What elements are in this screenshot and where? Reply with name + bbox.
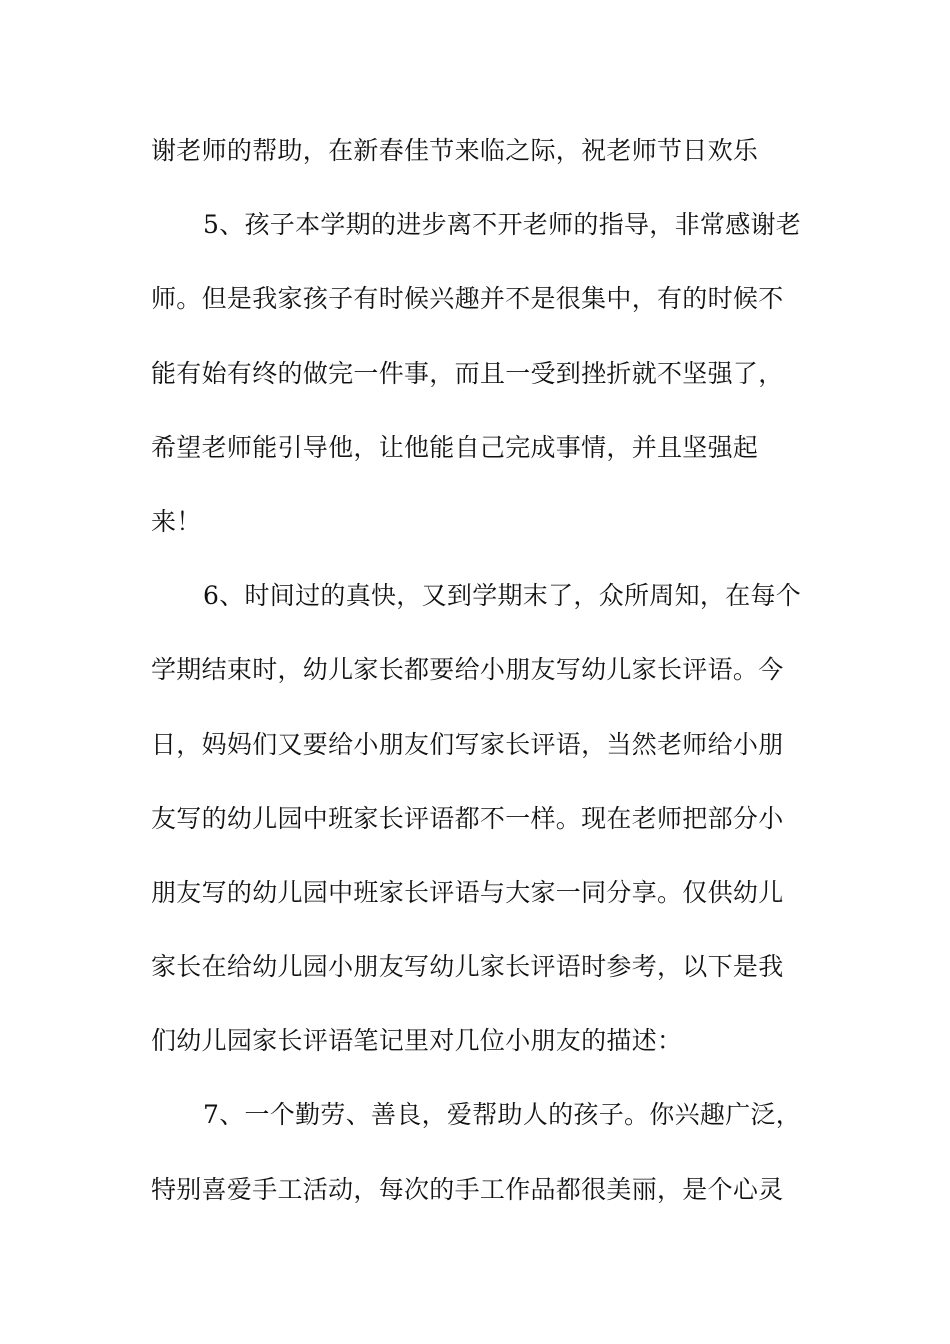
text-line: 学期结束时，幼儿家长都要给小朋友写幼儿家长评语。今 [151,655,784,685]
text-line: 7、一个勤劳、善良，爱帮助人的孩子。你兴趣广泛， [203,1100,802,1130]
text-line: 日，妈妈们又要给小朋友们写家长评语，当然老师给小朋 [151,729,784,759]
text-line: 6、时间过的真快，又到学期末了，众所周知，在每个 [203,581,802,611]
text-line: 家长在给幼儿园小朋友写幼儿家长评语时参考，以下是我 [151,952,784,982]
text-line: 来！ [151,506,202,536]
text-line: 特别喜爱手工活动，每次的手工作品都很美丽，是个心灵 [151,1174,784,1204]
text-line: 能有始有终的做完一件事，而且一受到挫折就不坚强了， [151,358,784,388]
text-line: 希望老师能引导他，让他能自己完成事情，并且坚强起 [151,432,759,462]
text-line: 们幼儿园家长评语笔记里对几位小朋友的描述： [151,1026,683,1056]
text-line: 5、孩子本学期的进步离不开老师的指导，非常感谢老 [203,210,802,240]
text-line: 谢老师的帮助，在新春佳节来临之际，祝老师节日欢乐 [151,136,759,165]
text-line: 友写的幼儿园中班家长评语都不一样。现在老师把部分小 [151,803,784,833]
body-text [151,128,801,1241]
text-line: 朋友写的幼儿园中班家长评语与大家一同分享。仅供幼儿 [151,877,784,907]
text-line: 师。但是我家孩子有时候兴趣并不是很集中，有的时候不 [151,284,784,314]
